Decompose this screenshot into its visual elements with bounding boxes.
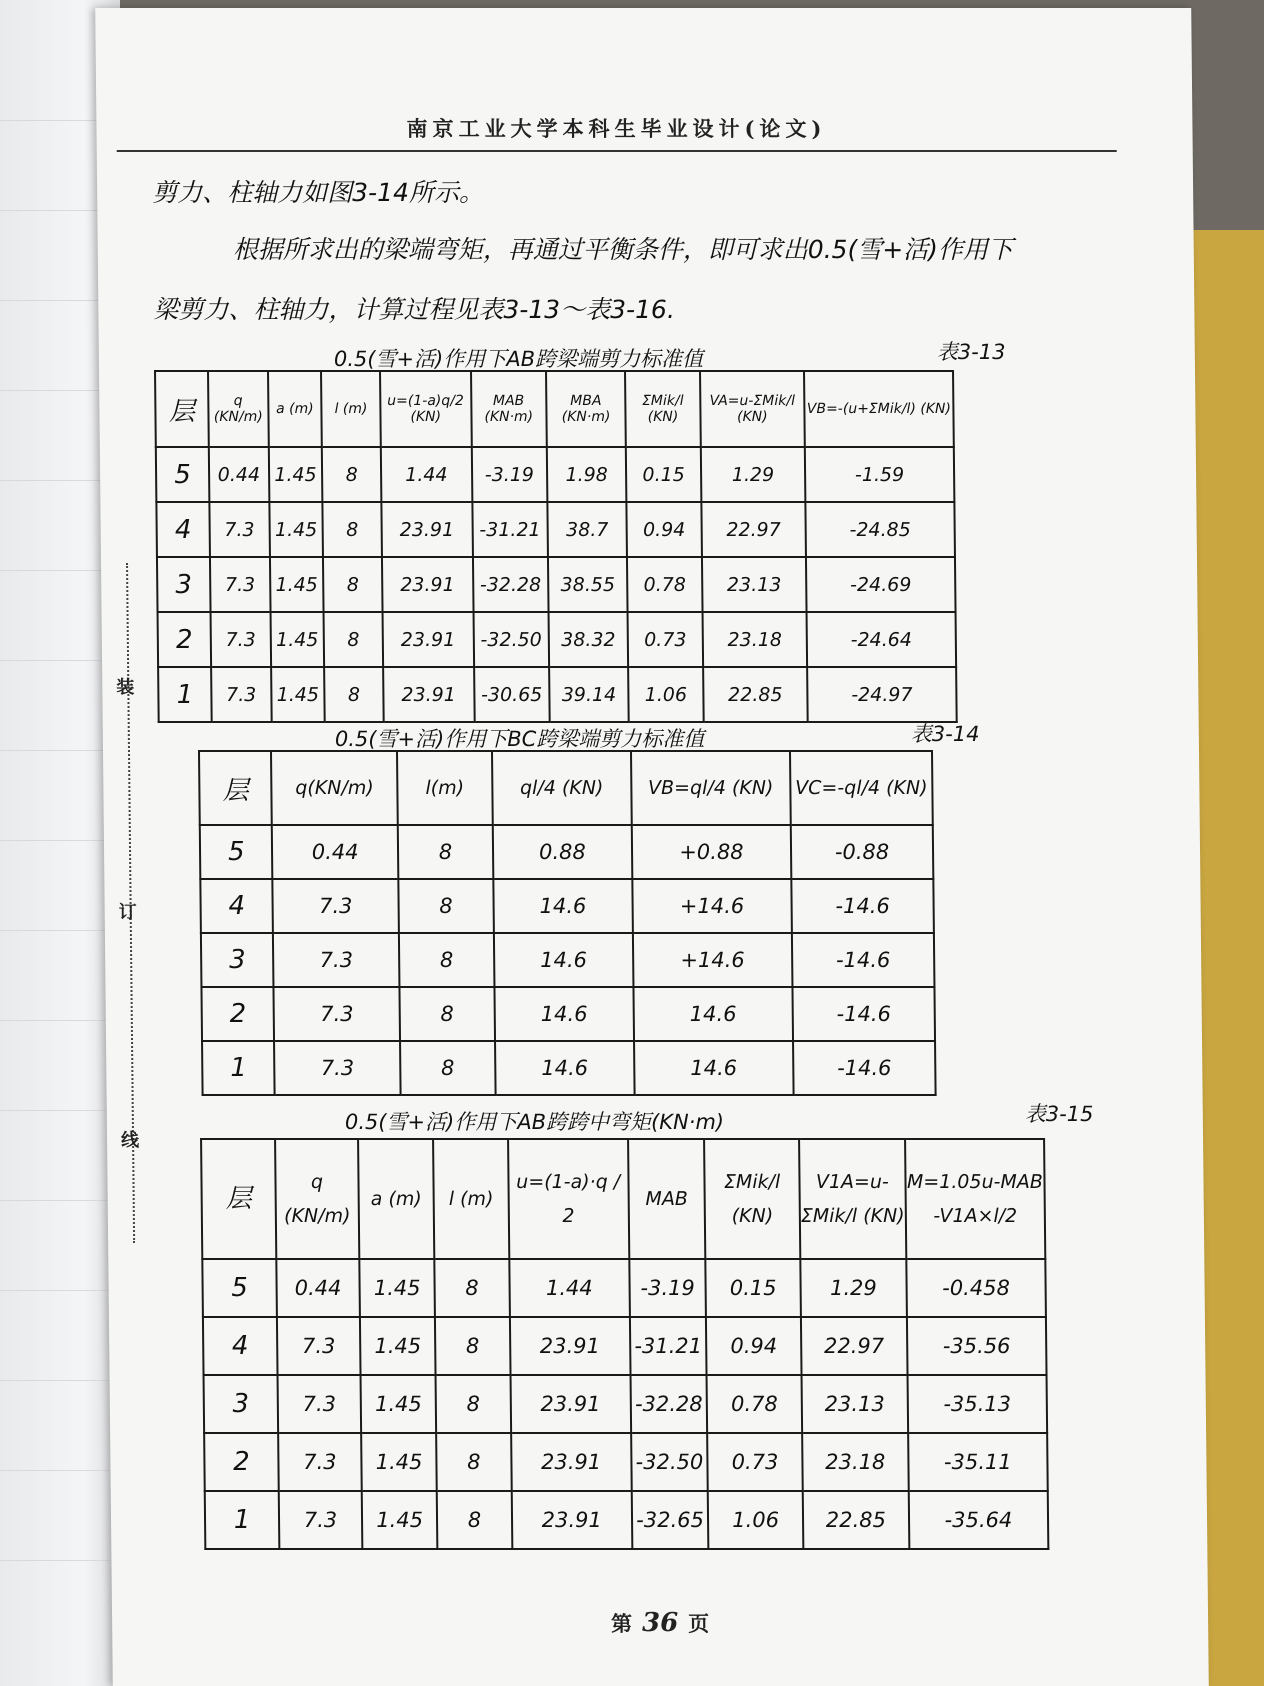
table2-cell: -14.6 (792, 933, 935, 987)
table1-cell: 0.44 (209, 447, 269, 502)
table-row (201, 933, 935, 987)
table1-cell: 38.7 (547, 502, 627, 557)
table2-cell: 14.6 (494, 933, 633, 987)
table3-cell: -35.11 (908, 1433, 1048, 1491)
table1-header-cell: MAB (KN·m) (471, 371, 547, 447)
table3-cell: 23.13 (801, 1375, 908, 1433)
table-row (204, 1375, 1048, 1433)
table2-cell: 3 (201, 933, 274, 987)
table3-cell: -32.65 (631, 1491, 708, 1549)
table1-cell: 8 (323, 557, 382, 612)
table1-cell: 8 (323, 502, 382, 557)
thesis-page (95, 8, 1209, 1686)
page-footer (112, 1608, 1208, 1638)
table2 (198, 750, 937, 1096)
table1-header-cell: VA=u-ΣMik/l (KN) (700, 371, 805, 447)
table3-cell: 22.85 (803, 1491, 910, 1549)
table2-cell: -14.6 (792, 987, 935, 1041)
table3-header-cell: M=1.05u-MAB -V1A×l/2 (905, 1139, 1045, 1259)
table3-header-cell: u=(1-a)·q / 2 (508, 1139, 629, 1259)
table3-cell: 2 (204, 1433, 279, 1491)
footer-suffix: 页 (688, 1611, 710, 1636)
table1-cell: 23.91 (381, 502, 472, 557)
table2-number: 表3-14 (910, 722, 980, 746)
table2-cell: 1 (202, 1041, 275, 1095)
paragraph-line-2: 根据所求出的梁端弯矩，再通过平衡条件，即可求出0.5(雪+活)作用下 (232, 235, 1014, 264)
table2-header-cell: ql/4 (KN) (492, 751, 632, 825)
table1-cell: 5 (156, 447, 210, 502)
table1-cell: -24.97 (807, 667, 957, 722)
table-row (200, 879, 934, 933)
table1-header-cell: VB=-(u+ΣMik/l) (KN) (804, 371, 954, 447)
table3-cell: 1 (205, 1491, 280, 1549)
paragraph-line-3: 梁剪力、柱轴力，计算过程见表3-13～表3-16. (153, 295, 675, 324)
table2-cell: 0.88 (493, 825, 632, 879)
table2-cell: 8 (400, 1041, 496, 1095)
table3-cell: 4 (203, 1317, 278, 1375)
table2-cell: -0.88 (791, 825, 934, 879)
table3-caption: 0.5(雪+活)作用下AB跨跨中弯矩(KN·m) (344, 1110, 725, 1134)
table3-cell: 8 (436, 1433, 511, 1491)
table1-cell: 3 (157, 557, 211, 612)
table2-cell: 7.3 (274, 987, 400, 1041)
table2-cell: -14.6 (791, 879, 934, 933)
table1-cell: 23.13 (702, 557, 807, 612)
table1-cell: 0.73 (628, 612, 703, 667)
table1-header-cell: MBA (KN·m) (546, 371, 626, 447)
table3-cell: -32.50 (631, 1433, 708, 1491)
table2-header-cell: VC=-ql/4 (KN) (790, 751, 933, 825)
table3-cell: 3 (204, 1375, 279, 1433)
table3-cell: 1.29 (800, 1259, 907, 1317)
table-row (158, 667, 957, 722)
table2-cell: 14.6 (634, 1041, 794, 1095)
table3-header-cell: a (m) (358, 1139, 434, 1259)
table2-cell: 14.6 (493, 879, 632, 933)
table1-cell: 39.14 (549, 667, 629, 722)
table3-header-cell: V1A=u-ΣMik/l (KN) (799, 1139, 906, 1259)
table1-cell: 22.97 (701, 502, 806, 557)
table3-cell: 22.97 (801, 1317, 908, 1375)
table3-cell: 7.3 (277, 1317, 361, 1375)
table3-cell: -32.28 (630, 1375, 707, 1433)
table1-cell: 0.15 (626, 447, 701, 502)
table-row (158, 612, 957, 667)
table1-number: 表3-13 (936, 340, 1006, 364)
table3-cell: 0.44 (276, 1259, 360, 1317)
table1-cell: 1.45 (268, 447, 322, 502)
table1-header-cell: 层 (155, 371, 209, 447)
table1-cell: -24.64 (806, 612, 956, 667)
table3-cell: 7.3 (279, 1491, 363, 1549)
table1-cell: 38.32 (549, 612, 629, 667)
table2-header-cell: VB=ql/4 (KN) (631, 751, 791, 825)
table1-cell: -31.21 (472, 502, 548, 557)
table1-cell: 7.3 (211, 612, 271, 667)
table3-cell: -3.19 (629, 1259, 706, 1317)
table1-cell: -32.28 (472, 557, 548, 612)
table3-cell: -31.21 (630, 1317, 707, 1375)
table3-cell: 23.91 (510, 1375, 631, 1433)
table1-header-row (155, 371, 954, 447)
table2-header-cell: q(KN/m) (271, 751, 397, 825)
table2-caption: 0.5(雪+活)作用下BC跨梁端剪力标准值 (334, 727, 705, 751)
footer-prefix: 第 (610, 1611, 633, 1636)
table1-cell: 0.94 (626, 502, 701, 557)
table1-cell: 22.85 (703, 667, 808, 722)
table1-cell: 23.91 (382, 557, 473, 612)
header-rule (117, 150, 1117, 152)
table3-cell: 0.15 (706, 1259, 801, 1317)
table3-header-cell: q (KN/m) (275, 1139, 359, 1259)
table3-cell: 1.06 (708, 1491, 803, 1549)
table1-cell: 1.45 (270, 557, 324, 612)
table3-cell: 7.3 (278, 1433, 362, 1491)
table-row (202, 1259, 1046, 1317)
table-row (156, 447, 955, 502)
table1-cell: 1.45 (269, 502, 323, 557)
table1-header-cell: u=(1-a)q/2 (KN) (380, 371, 471, 447)
table1 (154, 370, 958, 723)
table-row (201, 987, 935, 1041)
table3-cell: 0.78 (707, 1375, 802, 1433)
table1-cell: 1.98 (547, 447, 627, 502)
table1-cell: 7.3 (209, 502, 269, 557)
binding-char-ding: 订 (118, 902, 137, 923)
table2-cell: 14.6 (633, 987, 793, 1041)
table2-cell: 0.44 (272, 825, 398, 879)
table3-cell: 23.18 (802, 1433, 909, 1491)
table1-cell: 8 (324, 612, 383, 667)
table1-cell: 1.45 (270, 612, 324, 667)
table3-header-cell: l (m) (433, 1139, 509, 1259)
table1-cell: 38.55 (548, 557, 628, 612)
table1-cell: -24.85 (805, 502, 955, 557)
table2-cell: +0.88 (632, 825, 792, 879)
table1-cell: -1.59 (805, 447, 955, 502)
table1-cell: 2 (158, 612, 212, 667)
table-row (200, 825, 934, 879)
table2-header-cell: 层 (199, 751, 272, 825)
table1-cell: 0.78 (627, 557, 702, 612)
table1-cell: 23.91 (383, 667, 474, 722)
table3 (200, 1138, 1049, 1550)
table2-cell: 8 (399, 987, 495, 1041)
table2-cell: 5 (200, 825, 273, 879)
table1-header-cell: l (m) (321, 371, 380, 447)
table1-cell: 1.29 (701, 447, 806, 502)
table2-cell: +14.6 (632, 879, 792, 933)
table1-cell: 7.3 (211, 667, 271, 722)
table3-cell: 8 (437, 1491, 512, 1549)
table3-cell: 1.45 (360, 1317, 436, 1375)
table3-cell: 23.91 (510, 1317, 631, 1375)
table3-cell: 1.45 (359, 1259, 435, 1317)
table1-cell: 4 (156, 502, 210, 557)
table3-cell: 23.91 (511, 1433, 632, 1491)
table1-cell: 1.06 (628, 667, 703, 722)
table1-cell: 8 (322, 447, 381, 502)
table3-cell: 1.44 (509, 1259, 630, 1317)
table3-header-cell: 层 (201, 1139, 276, 1259)
table1-cell: 1 (158, 667, 212, 722)
table-row (205, 1491, 1049, 1549)
table2-cell: 7.3 (273, 933, 399, 987)
binding-char-xian: 线 (120, 1130, 140, 1151)
table3-cell: -35.13 (907, 1375, 1047, 1433)
table3-header-cell: MAB (628, 1139, 706, 1259)
table1-header-cell: a (m) (268, 371, 322, 447)
table2-cell: 7.3 (274, 1041, 400, 1095)
table3-cell: 0.94 (706, 1317, 801, 1375)
table3-cell: -35.56 (907, 1317, 1047, 1375)
table2-header-row (199, 751, 933, 825)
table3-cell: 8 (436, 1375, 511, 1433)
table3-number: 表3-15 (1024, 1102, 1094, 1126)
table-row (156, 502, 955, 557)
table3-cell: 5 (202, 1259, 277, 1317)
table1-cell: -24.69 (806, 557, 956, 612)
table1-cell: 23.18 (702, 612, 807, 667)
table1-cell: 1.45 (271, 667, 325, 722)
table-row (157, 557, 956, 612)
table3-cell: 1.45 (362, 1491, 438, 1549)
table3-header-row (201, 1139, 1045, 1259)
table2-cell: 8 (398, 825, 494, 879)
table2-cell: 14.6 (494, 987, 633, 1041)
table2-header-cell: l(m) (397, 751, 493, 825)
table1-caption: 0.5(雪+活)作用下AB跨梁端剪力标准值 (333, 347, 704, 371)
table2-cell: 7.3 (273, 879, 399, 933)
table2-cell: 8 (399, 933, 495, 987)
table3-cell: -0.458 (906, 1259, 1046, 1317)
table3-cell: -35.64 (909, 1491, 1049, 1549)
table3-cell: 23.91 (511, 1491, 632, 1549)
table1-header-cell: ΣMik/l (KN) (625, 371, 701, 447)
table3-cell: 1.45 (361, 1433, 437, 1491)
table1-cell: 23.91 (382, 612, 473, 667)
table3-header-cell: ΣMik/l (KN) (704, 1139, 800, 1259)
table-row (202, 1041, 936, 1095)
table2-cell: 2 (201, 987, 274, 1041)
page-header: 南京工业大学本科生毕业设计(论文) (406, 116, 827, 141)
table3-cell: 8 (435, 1317, 510, 1375)
table3-cell: 8 (435, 1259, 510, 1317)
page-number: 36 (641, 1608, 679, 1638)
binding-char-zhuang: 装 (116, 677, 135, 698)
table1-cell: -32.50 (473, 612, 549, 667)
table2-cell: +14.6 (633, 933, 793, 987)
table3-cell: 7.3 (277, 1375, 361, 1433)
table-row (204, 1433, 1048, 1491)
table1-cell: 8 (324, 667, 383, 722)
table2-cell: 8 (398, 879, 494, 933)
table2-cell: -14.6 (793, 1041, 936, 1095)
table1-cell: -30.65 (474, 667, 550, 722)
table-row (203, 1317, 1047, 1375)
table2-cell: 4 (200, 879, 273, 933)
table1-cell: -3.19 (471, 447, 547, 502)
table1-cell: 7.3 (210, 557, 270, 612)
paragraph-line-1: 剪力、柱轴力如图3-14所示。 (151, 178, 485, 207)
table2-cell: 14.6 (495, 1041, 634, 1095)
table1-header-cell: q (KN/m) (208, 371, 268, 447)
table1-cell: 1.44 (381, 447, 472, 502)
table3-cell: 0.73 (707, 1433, 802, 1491)
table3-cell: 1.45 (360, 1375, 436, 1433)
